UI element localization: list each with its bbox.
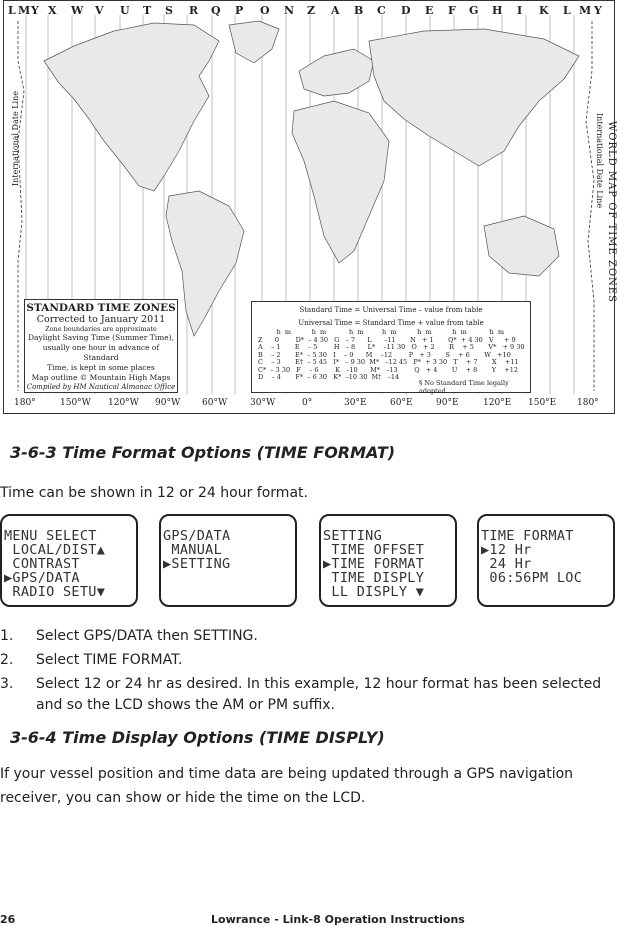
zone-letter: E — [425, 4, 434, 17]
zone-letter: L — [8, 4, 16, 17]
lcd-line — [481, 585, 582, 599]
lcd-line: SETTING — [323, 528, 382, 544]
stz-title: STANDARD TIME ZONES — [26, 302, 176, 314]
stz-dst-1: Daylight Saving Time (Summer Time), — [28, 333, 174, 342]
zone-letter: S — [165, 4, 173, 17]
step-item — [0, 626, 610, 647]
lon-label: 120°E — [483, 398, 512, 408]
legend-note: § No Standard Time legally adopted — [419, 379, 509, 395]
zone-letter: C — [377, 4, 386, 17]
stz-approx: Zone boundaries are approximate — [45, 325, 157, 333]
zone-letter: P — [235, 4, 244, 17]
zone-letter: Y — [31, 4, 39, 17]
legend-table: h m h m h m h m h m h m h m Z 0 D* – 4 30 G – 7 L –11 N + 1 Q* + 4 30 V + 9 A – 1 E – 5 H – 8 L* –11 30 O + 2 R + 5 V* + 9 30 B – 2 E* – 5 30 I – 9 M –12 P + 3 S + 6 W +10 C – 3 E† – 5 45 I* – 9 30 M* –12 45 P* + 3 30 T + 7 X +11 C* – 3 30 F – 6 K –10 M* –13 Q + 4 U + 8 Y +12 D – 4 F* – 6 30 K* –10 30 M† –14 — [258, 328, 525, 381]
lcd-screen-gps-data — [159, 514, 297, 607]
lon-label: 30°W — [250, 398, 276, 408]
lcd-line: ▶TIME FORMAT — [323, 556, 425, 572]
zone-letter: H — [492, 4, 503, 17]
zone-letter: M — [18, 4, 31, 17]
section-intro: Time can be shown in 12 or 24 hour format. — [0, 485, 308, 501]
lcd-line: TIME DISPLY — [323, 570, 425, 586]
lcd-line: ▶GPS/DATA — [4, 570, 80, 586]
lcd-screen-menu-select — [0, 514, 138, 607]
step-text: Select GPS/DATA then SETTING. — [36, 628, 258, 644]
zone-letter: U — [120, 4, 130, 17]
lon-label: 90°E — [436, 398, 459, 408]
zone-letter: K — [539, 4, 549, 17]
zone-letter: Q — [211, 4, 221, 17]
stz-corrected: Corrected to January 2011 — [36, 314, 166, 325]
step-number: 3. — [0, 676, 14, 692]
lcd-line: LOCAL/DIST▲ — [4, 542, 106, 558]
lon-label: 60°E — [390, 398, 413, 408]
footer-title: Lowrance - Link-8 Operation Instructions — [211, 913, 465, 926]
zone-letter: R — [189, 4, 199, 17]
stz-outline: Map outline © Mountain High Maps — [31, 373, 171, 382]
lcd-line: MANUAL — [163, 542, 222, 558]
lcd-line: MENU SELECT — [4, 528, 97, 544]
lcd-line: LL DISPLY ▼ — [323, 584, 425, 600]
lcd-screen-time-format — [477, 514, 615, 607]
longitude-labels — [4, 396, 614, 410]
zone-letter: D — [401, 4, 411, 17]
section-heading-time-display: 3-6-4 Time Display Options (TIME DISPLY) — [10, 728, 385, 747]
lcd-line: ▶SETTING — [163, 556, 231, 572]
standard-time-zones-box — [24, 299, 178, 393]
map-title: WORLD MAP OF TIME ZONES — [606, 121, 617, 303]
zone-letter: L — [563, 4, 571, 17]
step-text: Select 12 or 24 hr as desired. In this example, 12 hour format has been selected and so the LCD shows the AM or PM suffix. — [36, 676, 602, 713]
lon-label: 30°E — [344, 398, 367, 408]
zone-letter: G — [469, 4, 479, 17]
legend-equation-2: Universal Time = Standard Time + value from table — [298, 319, 484, 327]
time-zone-legend — [251, 301, 531, 393]
lcd-line: TIME FORMAT — [481, 528, 574, 544]
lon-label: 150°E — [528, 398, 557, 408]
step-number: 1. — [0, 628, 14, 644]
lcd-line: RADIO SETU▼ — [4, 584, 106, 600]
step-item — [0, 650, 610, 671]
world-time-zone-map — [3, 0, 615, 414]
zone-letter: Z — [307, 4, 316, 17]
lon-label: 60°W — [202, 398, 228, 408]
lcd-line: GPS/DATA — [163, 528, 231, 544]
zone-letter: Y — [594, 4, 602, 17]
lcd-line — [163, 571, 230, 585]
intl-date-line-label-left: International Date Line — [11, 91, 20, 187]
lcd-line — [163, 585, 230, 599]
section-heading-time-format: 3-6-3 Time Format Options (TIME FORMAT) — [10, 443, 396, 462]
page-number: 26 — [0, 913, 16, 926]
zone-letter: B — [354, 4, 364, 17]
zone-letter: X — [48, 4, 57, 17]
zone-letter-row — [4, 4, 614, 18]
section-paragraph: If your vessel position and time data are being updated through a GPS navigation receiver, you can show or hide the time on the LCD. — [0, 766, 574, 806]
lcd-line: ▶12 Hr — [481, 542, 532, 558]
zone-letter: O — [260, 4, 270, 17]
zone-letter: V — [95, 4, 104, 17]
zone-letter: M — [579, 4, 592, 17]
lon-label: 120°W — [108, 398, 139, 408]
zone-letter: F — [448, 4, 456, 17]
intl-date-line-label-right: International Date Line — [595, 113, 604, 209]
stz-dst-2: usually one hour in advance of Standard — [42, 343, 160, 362]
stz-compiled: Compiled by HM Nautical Almanac Office — [26, 383, 176, 391]
zone-letter: N — [284, 4, 295, 17]
step-text: Select TIME FORMAT. — [36, 652, 183, 668]
step-number: 2. — [0, 652, 14, 668]
zone-letter: I — [517, 4, 523, 17]
lcd-line: CONTRAST — [4, 556, 80, 572]
lcd-line: 06:56PM LOC — [481, 570, 583, 586]
step-item — [0, 674, 610, 716]
lon-label: 0° — [302, 398, 313, 408]
zone-letter: A — [331, 4, 340, 17]
lon-label: 90°W — [155, 398, 181, 408]
lon-label: 180° — [577, 398, 599, 408]
zone-letter: W — [71, 4, 84, 17]
lcd-line: 24 Hr — [481, 556, 532, 572]
lon-label: 180° — [14, 398, 36, 408]
stz-dst-3: Time, is kept in some places — [47, 363, 155, 372]
lcd-line: TIME OFFSET — [323, 542, 425, 558]
zone-letter: T — [143, 4, 152, 17]
legend-equation-1: Standard Time = Universal Time – value from table — [299, 306, 483, 314]
lon-label: 150°W — [60, 398, 91, 408]
lcd-screen-setting — [319, 514, 457, 607]
instruction-steps — [0, 626, 610, 719]
